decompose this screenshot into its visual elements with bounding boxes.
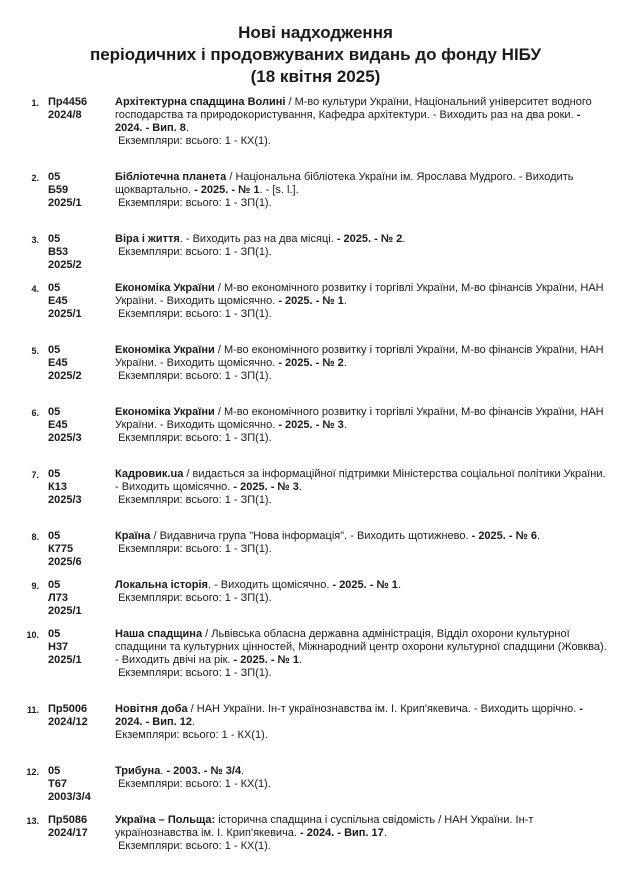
entry: [0, 814, 631, 853]
text-run: .: [298, 654, 303, 666]
entry-description: [115, 530, 610, 556]
entry-number: 2.: [31, 173, 39, 183]
entry-number: 3.: [31, 235, 39, 245]
text-run: Україна – Польща:: [115, 814, 216, 826]
text-run: / НАН України. Ін-т українознавства ім. І. Крип'якевича. - Виходить щорічно.: [187, 703, 580, 715]
text-run: Локальна історія: [115, 579, 208, 591]
entry-number: 8.: [31, 532, 39, 542]
text-run: - 2025. - № 1: [332, 579, 398, 591]
description-runs: [115, 468, 606, 493]
entry-number: 12.: [26, 767, 39, 777]
description-runs: [115, 344, 604, 369]
description-runs: [115, 628, 607, 666]
call-number: 05 Е45 2025/1: [48, 282, 82, 320]
text-run: Країна: [115, 530, 151, 542]
text-run: Трибуна: [115, 765, 161, 777]
text-run: - 2003. - № 3/4: [166, 765, 242, 777]
text-run: Наша спадщина: [115, 628, 203, 640]
text-run: / Львівська обласна державна адміністрація, Відділ охорони культурної спадщини та культурних цінностей, Міжнародний центр охорони культурної спадщини (Жовква). - Виходить двічі на рік.: [115, 628, 607, 666]
text-run: Бібліотечна планета: [115, 171, 227, 183]
text-run: .: [343, 295, 347, 307]
text-run: .: [343, 419, 347, 431]
text-run: - 2025. - № 2: [278, 357, 344, 369]
text-run: .: [241, 765, 245, 777]
copies-line: Екземпляри: всього: 1 - КХ(1).: [115, 135, 271, 147]
entry-description: [115, 282, 610, 321]
text-run: - 2024. - Вип. 12: [115, 703, 584, 728]
text-run: - 2025. - № 1: [233, 654, 299, 666]
copies-line: Екземпляри: всього: 1 - КХ(1).: [115, 729, 268, 741]
text-run: - 2024. - Вип. 17: [300, 827, 384, 839]
copies-line: Екземпляри: всього: 1 - ЗП(1).: [115, 432, 272, 444]
text-run: / видається за інформаційної підтримки Міністерства соціальної політики України. - Виходить щомісячно.: [115, 468, 606, 493]
entry-number: 6.: [31, 408, 39, 418]
entry-number: 13.: [26, 816, 39, 826]
description-runs: [115, 530, 540, 542]
text-run: .: [160, 765, 167, 777]
text-run: / М-во економічного розвитку і торгівлі України, М-во фінансів України, НАН України. - Виходить щомісячно.: [115, 282, 604, 307]
entry-description: [115, 171, 610, 210]
description-runs: [115, 579, 401, 591]
call-number: 05 Л73 2025/1: [48, 579, 82, 617]
entry-description: [115, 579, 610, 605]
document-title: [0, 22, 631, 88]
text-run: - 2025. - № 3: [233, 481, 299, 493]
text-run: .: [402, 233, 406, 245]
text-run: .: [192, 716, 196, 728]
entry: [0, 579, 631, 617]
text-run: / М-во культури України, Національний університет водного господарства та природокористування, Кафедра архітектури. - Виходить раз на два роки.: [115, 96, 592, 121]
text-run: - 2025. - № 2: [336, 233, 403, 245]
entry-description: [115, 765, 610, 791]
entry-description: [115, 406, 610, 445]
entries-list: [0, 96, 631, 853]
text-run: .: [537, 530, 541, 542]
copies-line: Екземпляри: всього: 1 - ЗП(1).: [115, 667, 272, 679]
description-runs: [115, 703, 583, 728]
title-line-3: (18 квітня 2025): [250, 67, 381, 86]
entry: [0, 628, 631, 680]
description-runs: [115, 406, 604, 431]
entry-number: 5.: [31, 346, 39, 356]
text-run: . - [s. l.].: [259, 184, 299, 196]
entry-number: 7.: [31, 470, 39, 480]
call-number: 05 Б59 2025/1: [48, 171, 82, 209]
copies-line: Екземпляри: всього: 1 - ЗП(1).: [115, 543, 272, 555]
entry: [0, 171, 631, 210]
call-number: 05 К13 2025/3: [48, 468, 82, 506]
entry-number: 9.: [31, 581, 39, 591]
description-runs: [115, 282, 604, 307]
call-number: 05 В53 2025/2: [48, 233, 82, 271]
entry-description: [115, 233, 610, 259]
entry: [0, 344, 631, 383]
copies-line: Екземпляри: всього: 1 - ЗП(1).: [115, 246, 272, 258]
entry-description: [115, 468, 610, 507]
text-run: - 2025. - № 1: [194, 184, 260, 196]
description-runs: [115, 171, 573, 196]
entry: [0, 530, 631, 568]
copies-line: Екземпляри: всього: 1 - ЗП(1).: [115, 197, 272, 209]
copies-line: Екземпляри: всього: 1 - ЗП(1).: [115, 370, 272, 382]
call-number: 05 Н37 2025/1: [48, 628, 82, 666]
description-runs: [115, 96, 592, 134]
text-run: - 2024. - Вип. 8: [115, 109, 581, 134]
call-number: 05 Т67 2003/3/4: [48, 765, 91, 803]
copies-line: Екземпляри: всього: 1 - ЗП(1).: [115, 494, 272, 506]
entry: [0, 406, 631, 445]
entry-description: [115, 628, 610, 680]
text-run: / Національна бібліотека України ім. Ярослава Мудрого. - Виходить щоквартально.: [115, 171, 574, 196]
entry-description: [115, 703, 610, 742]
text-run: . - Виходить щомісячно.: [207, 579, 333, 591]
entry: [0, 233, 631, 271]
entry: [0, 282, 631, 321]
entry-description: [115, 96, 610, 148]
call-number: 05 Е45 2025/3: [48, 406, 82, 444]
copies-line: Екземпляри: всього: 1 - ЗП(1).: [115, 592, 272, 604]
text-run: .: [185, 122, 189, 134]
title-line-1: Нові надходження: [238, 23, 393, 42]
entry: [0, 703, 631, 742]
entry-number: 4.: [31, 284, 39, 294]
copies-line: Екземпляри: всього: 1 - КХ(1).: [115, 778, 271, 790]
text-run: . - Виходить раз на два місяці.: [179, 233, 337, 245]
text-run: Економіка України: [115, 282, 215, 294]
text-run: / М-во економічного розвитку і торгівлі України, М-во фінансів України, НАН України. - Виходить щомісячно.: [115, 406, 604, 431]
call-number: Пр5086 2024/17: [48, 814, 88, 839]
text-run: .: [343, 357, 347, 369]
call-number: 05 К775 2025/6: [48, 530, 82, 568]
text-run: .: [383, 827, 387, 839]
copies-line: Екземпляри: всього: 1 - КХ(1).: [115, 840, 271, 852]
text-run: історична спадщина і суспільна свідомість / НАН України. Ін-т українознавства ім. І. Крип'якевича.: [115, 814, 534, 839]
text-run: / Видавнича група "Нова інформація". - Виходить щотижнево.: [150, 530, 472, 542]
description-runs: [115, 765, 244, 777]
call-number: Пр4456 2024/8: [48, 96, 88, 121]
title-line-2: періодичних і продовжуваних видань до фонду НІБУ: [89, 45, 542, 64]
description-runs: [115, 814, 533, 839]
entry-number: 10.: [26, 630, 39, 640]
entry-description: [115, 814, 610, 853]
entry: [0, 765, 631, 803]
call-number: Пр5006 2024/12: [48, 703, 88, 728]
description-runs: [115, 233, 405, 245]
text-run: - 2025. - № 3: [278, 419, 344, 431]
text-run: / М-во економічного розвитку і торгівлі України, М-во фінансів України, НАН України. - Виходить щомісячно.: [115, 344, 604, 369]
text-run: Економіка України: [115, 344, 215, 356]
text-run: Віра і життя: [115, 233, 180, 245]
text-run: Новітня доба: [115, 703, 188, 715]
text-run: - 2025. - № 6: [471, 530, 538, 542]
text-run: Кадровик.ua: [115, 468, 184, 480]
text-run: Економіка України: [115, 406, 215, 418]
text-run: .: [298, 481, 302, 493]
entry-description: [115, 344, 610, 383]
copies-line: Екземпляри: всього: 1 - ЗП(1).: [115, 308, 272, 320]
text-run: Архітектурна спадщина Волині: [115, 96, 286, 108]
entry-number: 11.: [26, 705, 39, 715]
entry-number: 1.: [31, 98, 39, 108]
entry: [0, 96, 631, 148]
text-run: - 2025. - № 1: [278, 295, 344, 307]
call-number: 05 Е45 2025/2: [48, 344, 82, 382]
entry: [0, 468, 631, 507]
text-run: .: [397, 579, 401, 591]
